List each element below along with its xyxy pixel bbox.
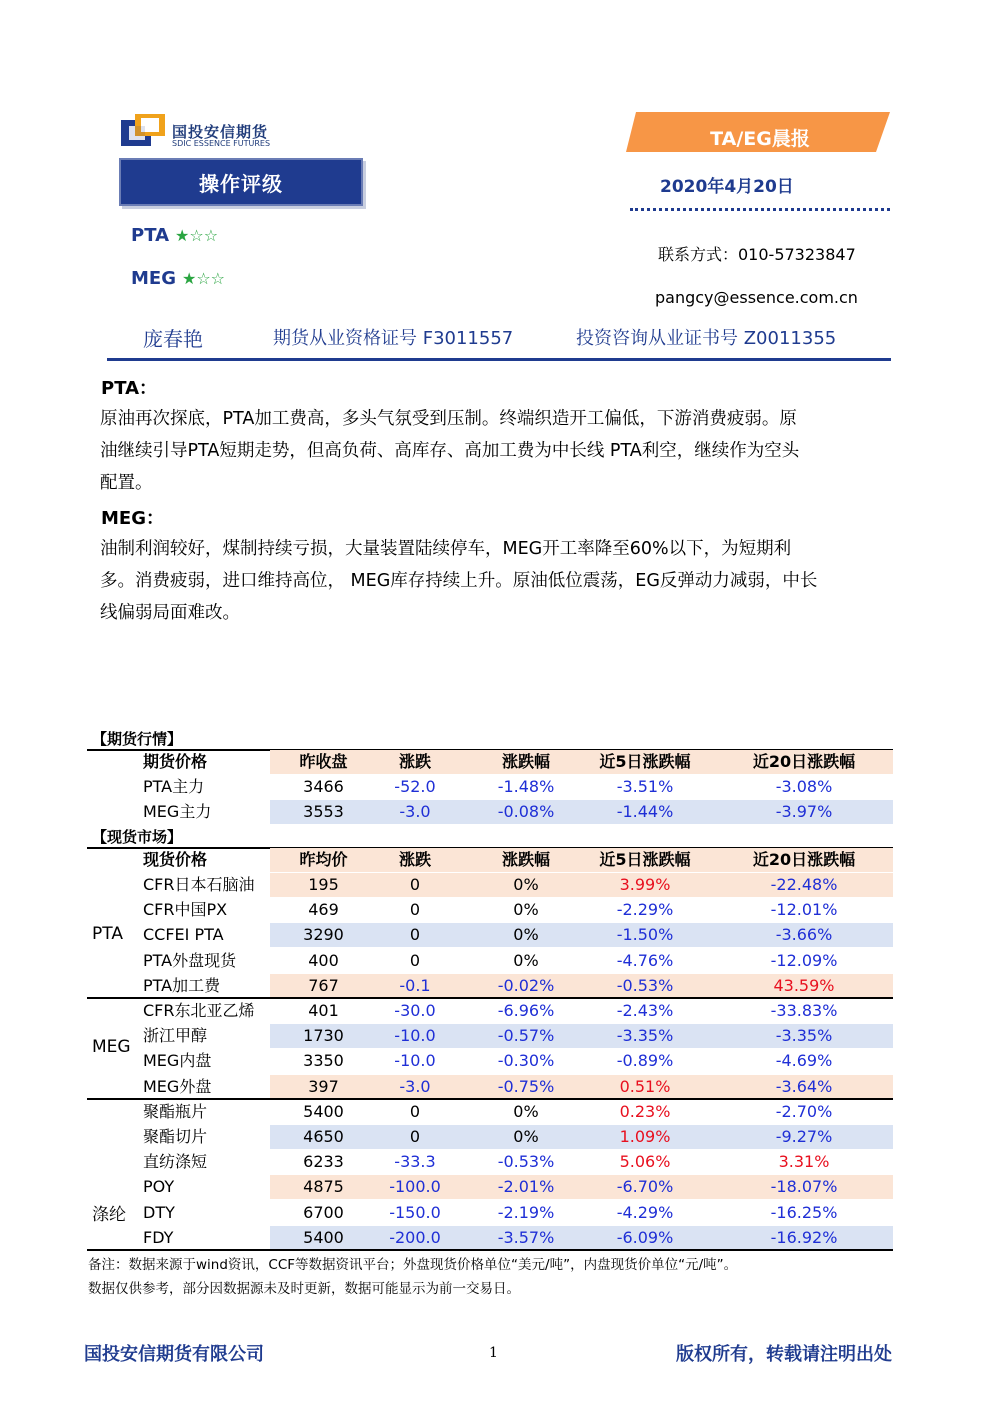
table-cell-d20: -16.92% bbox=[770, 1227, 838, 1247]
table-cell-d5: -1.50% bbox=[616, 925, 674, 945]
table-cell-d5: -4.76% bbox=[616, 950, 674, 970]
table-cell-d20: -3.35% bbox=[775, 1026, 833, 1046]
table-cell-d20: -16.25% bbox=[770, 1202, 838, 1222]
table-cell-chg: -10.0 bbox=[394, 1051, 436, 1071]
table-cell-val: 401 bbox=[308, 1001, 339, 1020]
table-row bbox=[0, 873, 991, 897]
column-header: 近20日涨跌幅 bbox=[752, 752, 856, 771]
rating-title-box bbox=[119, 158, 363, 206]
author-name: 庞春艳 bbox=[143, 327, 203, 351]
table-row bbox=[0, 1024, 991, 1048]
table-cell-d20: -4.69% bbox=[775, 1051, 833, 1071]
report-title: TA/EG晨报 bbox=[710, 128, 810, 150]
table-cell-d5: 0.51% bbox=[619, 1076, 671, 1096]
table-cell-d20: -3.64% bbox=[775, 1076, 833, 1096]
text-line: 油制利润较好，煤制持续亏损，大量装置陆续停车，MEG开工率降至60%以下，为短期利 bbox=[100, 539, 792, 559]
table-cell-val: 195 bbox=[308, 875, 339, 894]
table-cell-d20: -18.07% bbox=[770, 1177, 838, 1197]
advisory-cert: 投资咨询从业证书号 Z0011355 bbox=[576, 328, 837, 349]
table-row bbox=[0, 1100, 991, 1124]
column-header: 现货价格 bbox=[143, 850, 208, 869]
table-cell-pct: 0% bbox=[513, 950, 539, 970]
table-cell-chg: -30.0 bbox=[394, 1001, 436, 1020]
table-cell-d20: -3.66% bbox=[775, 925, 833, 945]
table-cell-pct: -0.02% bbox=[497, 975, 555, 995]
table-cell-pct: 0% bbox=[513, 1127, 539, 1146]
table-cell-name: 直纺涤短 bbox=[143, 1152, 208, 1172]
table-rule bbox=[87, 1249, 893, 1251]
table-cell-name: CFR东北亚乙烯 bbox=[143, 1001, 255, 1020]
table-rule bbox=[87, 1098, 893, 1100]
table-cell-d20: -33.83% bbox=[770, 1001, 838, 1020]
table-row bbox=[0, 898, 991, 922]
table-cell-d5: -3.51% bbox=[616, 777, 674, 796]
column-header: 近5日涨跌幅 bbox=[599, 850, 691, 869]
footer-company: 国投安信期货有限公司 bbox=[84, 1344, 264, 1365]
table-note: 数据仅供参考，部分因数据源未及时更新，数据可能显示为前一交易日。 bbox=[88, 1281, 520, 1297]
column-header: 昨均价 bbox=[299, 850, 348, 869]
logo-text-en: SDIC ESSENCE FUTURES bbox=[172, 139, 271, 148]
company-logo-icon bbox=[121, 114, 165, 148]
star-rating-icon: ★☆☆ bbox=[181, 269, 226, 288]
table-cell-name: PTA加工费 bbox=[143, 975, 221, 995]
futures-cert: 期货从业资格证号 F3011557 bbox=[273, 328, 514, 349]
table-cell-name: FDY bbox=[143, 1227, 174, 1247]
table-cell-pct: -0.30% bbox=[497, 1051, 555, 1071]
table-cell-chg: 0 bbox=[409, 925, 421, 945]
table-cell-chg: -3.0 bbox=[399, 802, 431, 821]
group-label-polyester: 涤纶 bbox=[92, 1205, 126, 1225]
table-cell-val: 1730 bbox=[303, 1026, 344, 1046]
table-cell-d20: -3.08% bbox=[775, 777, 833, 796]
table-row bbox=[0, 1075, 991, 1099]
table-cell-pct: -2.01% bbox=[497, 1177, 555, 1197]
group-label-pta: PTA bbox=[92, 924, 123, 944]
table-cell-chg: -33.3 bbox=[394, 1152, 436, 1172]
table-cell-val: 5400 bbox=[303, 1227, 344, 1247]
table-cell-val: 6233 bbox=[303, 1152, 344, 1172]
table-cell-chg: 0 bbox=[409, 950, 421, 970]
table-cell-val: 3466 bbox=[303, 777, 344, 796]
table-cell-val: 400 bbox=[308, 950, 339, 970]
table-cell-pct: 0% bbox=[513, 900, 539, 920]
table-cell-name: MEG内盘 bbox=[143, 1051, 212, 1071]
table-cell-d5: 5.06% bbox=[619, 1152, 671, 1172]
column-header: 涨跌幅 bbox=[501, 850, 550, 869]
table-cell-name: MEG主力 bbox=[143, 802, 212, 821]
table-cell-val: 6700 bbox=[303, 1202, 344, 1222]
table-row bbox=[0, 1049, 991, 1073]
spot-table-label: 【现货市场】 bbox=[92, 828, 183, 846]
table-cell-chg: -0.1 bbox=[399, 975, 431, 995]
table-cell-name: 聚酯切片 bbox=[143, 1127, 208, 1146]
table-cell-chg: -100.0 bbox=[389, 1177, 441, 1197]
table-cell-chg: 0 bbox=[409, 875, 421, 894]
futures-header-row bbox=[0, 750, 991, 774]
table-cell-d5: -2.43% bbox=[616, 1001, 674, 1020]
table-cell-val: 5400 bbox=[303, 1101, 344, 1121]
table-rule bbox=[87, 997, 893, 999]
footer-copyright: 版权所有，转载请注明出处 bbox=[676, 1344, 892, 1365]
table-cell-pct: -2.19% bbox=[497, 1202, 555, 1222]
table-cell-chg: -10.0 bbox=[394, 1026, 436, 1046]
table-cell-d20: 3.31% bbox=[778, 1152, 830, 1172]
table-cell-d5: -0.89% bbox=[616, 1051, 674, 1071]
table-cell-d20: -3.97% bbox=[775, 802, 833, 821]
rating-name: PTA bbox=[131, 225, 170, 246]
text-line: 原油再次探底，PTA加工费高，多头气氛受到压制。终端织造开工偏低，下游消费疲弱。原 bbox=[100, 409, 797, 429]
table-cell-name: CFR中国PX bbox=[143, 900, 228, 920]
table-row bbox=[0, 999, 991, 1023]
page-number: 1 bbox=[489, 1345, 498, 1361]
column-header: 涨跌 bbox=[398, 850, 431, 869]
table-cell-d20: -12.09% bbox=[770, 950, 838, 970]
star-rating-icon: ★☆☆ bbox=[175, 226, 219, 245]
table-note: 备注：数据来源于wind资讯，CCF等数据资讯平台；外盘现货价格单位“美元/吨”，内盘现货价单位“元/吨”。 bbox=[88, 1257, 738, 1273]
text-line: 配置。 bbox=[100, 473, 153, 493]
column-header: 近20日涨跌幅 bbox=[752, 850, 856, 869]
header-divider bbox=[107, 358, 891, 361]
rating-pta bbox=[131, 225, 218, 246]
spot-header-row bbox=[0, 848, 991, 872]
table-cell-val: 3290 bbox=[303, 925, 344, 945]
table-cell-pct: -3.57% bbox=[497, 1227, 555, 1247]
contact-email: pangcy@essence.com.cn bbox=[655, 288, 858, 307]
rating-title: 操作评级 bbox=[199, 171, 283, 196]
meg-commentary bbox=[100, 533, 890, 629]
table-cell-val: 4650 bbox=[303, 1127, 344, 1146]
table-cell-chg: -52.0 bbox=[394, 777, 436, 796]
table-row bbox=[0, 775, 991, 799]
table-cell-d5: -4.29% bbox=[616, 1202, 674, 1222]
column-header: 涨跌 bbox=[398, 752, 431, 771]
table-cell-name: CFR日本石脑油 bbox=[143, 875, 255, 894]
table-cell-name: DTY bbox=[143, 1202, 175, 1222]
table-cell-chg: -200.0 bbox=[389, 1227, 441, 1247]
table-cell-name: 聚酯瓶片 bbox=[143, 1101, 208, 1121]
table-cell-val: 3350 bbox=[303, 1051, 344, 1071]
table-cell-d5: -1.44% bbox=[616, 802, 674, 821]
table-cell-val: 767 bbox=[308, 975, 339, 995]
table-cell-chg: -3.0 bbox=[399, 1076, 431, 1096]
table-cell-name: 浙江甲醇 bbox=[143, 1026, 208, 1046]
table-row bbox=[0, 1125, 991, 1149]
table-cell-d5: 1.09% bbox=[619, 1127, 671, 1146]
table-cell-d5: -6.70% bbox=[616, 1177, 674, 1197]
rating-name: MEG bbox=[131, 268, 176, 289]
table-row bbox=[0, 974, 991, 998]
table-cell-chg: 0 bbox=[409, 1127, 421, 1146]
table-cell-chg: 0 bbox=[409, 1101, 421, 1121]
futures-table-label: 【期货行情】 bbox=[92, 730, 183, 748]
group-label-meg: MEG bbox=[92, 1037, 131, 1057]
table-cell-pct: -1.48% bbox=[497, 777, 555, 796]
dotted-divider bbox=[630, 208, 890, 211]
table-cell-name: POY bbox=[143, 1177, 175, 1197]
contact-phone: 联系方式：010-57323847 bbox=[658, 245, 856, 264]
pta-commentary bbox=[100, 403, 890, 499]
table-row bbox=[0, 1226, 991, 1250]
table-cell-d20: -2.70% bbox=[775, 1101, 833, 1121]
table-cell-d5: -6.09% bbox=[616, 1227, 674, 1247]
table-cell-val: 3553 bbox=[303, 802, 344, 821]
table-cell-pct: -6.96% bbox=[497, 1001, 555, 1020]
rating-meg bbox=[131, 268, 225, 289]
logo-text-cn: 国投安信期货 bbox=[172, 123, 269, 141]
column-header: 近5日涨跌幅 bbox=[599, 752, 691, 771]
table-cell-pct: 0% bbox=[513, 1101, 539, 1121]
table-cell-d5: 0.23% bbox=[619, 1101, 671, 1121]
table-cell-d20: -9.27% bbox=[775, 1127, 833, 1146]
table-cell-name: MEG外盘 bbox=[143, 1076, 212, 1096]
table-cell-pct: 0% bbox=[513, 925, 539, 945]
table-cell-d5: -2.29% bbox=[616, 900, 674, 920]
text-line: 油继续引导PTA短期走势，但高负荷、高库存、高加工费为中长线 PTA利空，继续作为空头 bbox=[100, 441, 800, 461]
meg-heading: MEG： bbox=[101, 508, 164, 529]
table-cell-pct: -0.57% bbox=[497, 1026, 555, 1046]
table-cell-d20: -22.48% bbox=[770, 875, 838, 894]
table-cell-val: 469 bbox=[308, 900, 339, 920]
table-cell-chg: 0 bbox=[409, 900, 421, 920]
table-cell-d20: -12.01% bbox=[770, 900, 838, 920]
table-cell-d5: -3.35% bbox=[616, 1026, 674, 1046]
table-cell-chg: -150.0 bbox=[389, 1202, 441, 1222]
table-cell-pct: -0.53% bbox=[497, 1152, 555, 1172]
table-cell-d20: 43.59% bbox=[773, 975, 835, 995]
column-header: 涨跌幅 bbox=[501, 752, 550, 771]
table-cell-val: 397 bbox=[308, 1076, 339, 1096]
table-cell-pct: -0.75% bbox=[497, 1076, 555, 1096]
table-cell-d5: 3.99% bbox=[619, 875, 671, 894]
table-row bbox=[0, 1175, 991, 1199]
text-line: 多。消费疲弱，进口维持高位， MEG库存持续上升。原油低位震荡，EG反弹动力减弱，中长 bbox=[100, 571, 818, 591]
table-cell-d5: -0.53% bbox=[616, 975, 674, 995]
text-line: 线偏弱局面难改。 bbox=[100, 603, 240, 623]
table-cell-pct: 0% bbox=[513, 875, 539, 894]
table-cell-pct: -0.08% bbox=[497, 802, 555, 821]
table-row bbox=[0, 949, 991, 973]
table-cell-val: 4875 bbox=[303, 1177, 344, 1197]
table-row bbox=[0, 800, 991, 824]
report-date: 2020年4月20日 bbox=[660, 177, 794, 197]
table-row bbox=[0, 923, 991, 947]
table-row bbox=[0, 1201, 991, 1225]
table-cell-name: CCFEI PTA bbox=[143, 925, 224, 945]
table-row bbox=[0, 1150, 991, 1174]
table-cell-name: PTA主力 bbox=[143, 777, 205, 796]
pta-heading: PTA： bbox=[101, 378, 158, 399]
column-header: 昨收盘 bbox=[299, 752, 348, 771]
column-header: 期货价格 bbox=[143, 752, 208, 771]
table-cell-name: PTA外盘现货 bbox=[143, 950, 237, 970]
